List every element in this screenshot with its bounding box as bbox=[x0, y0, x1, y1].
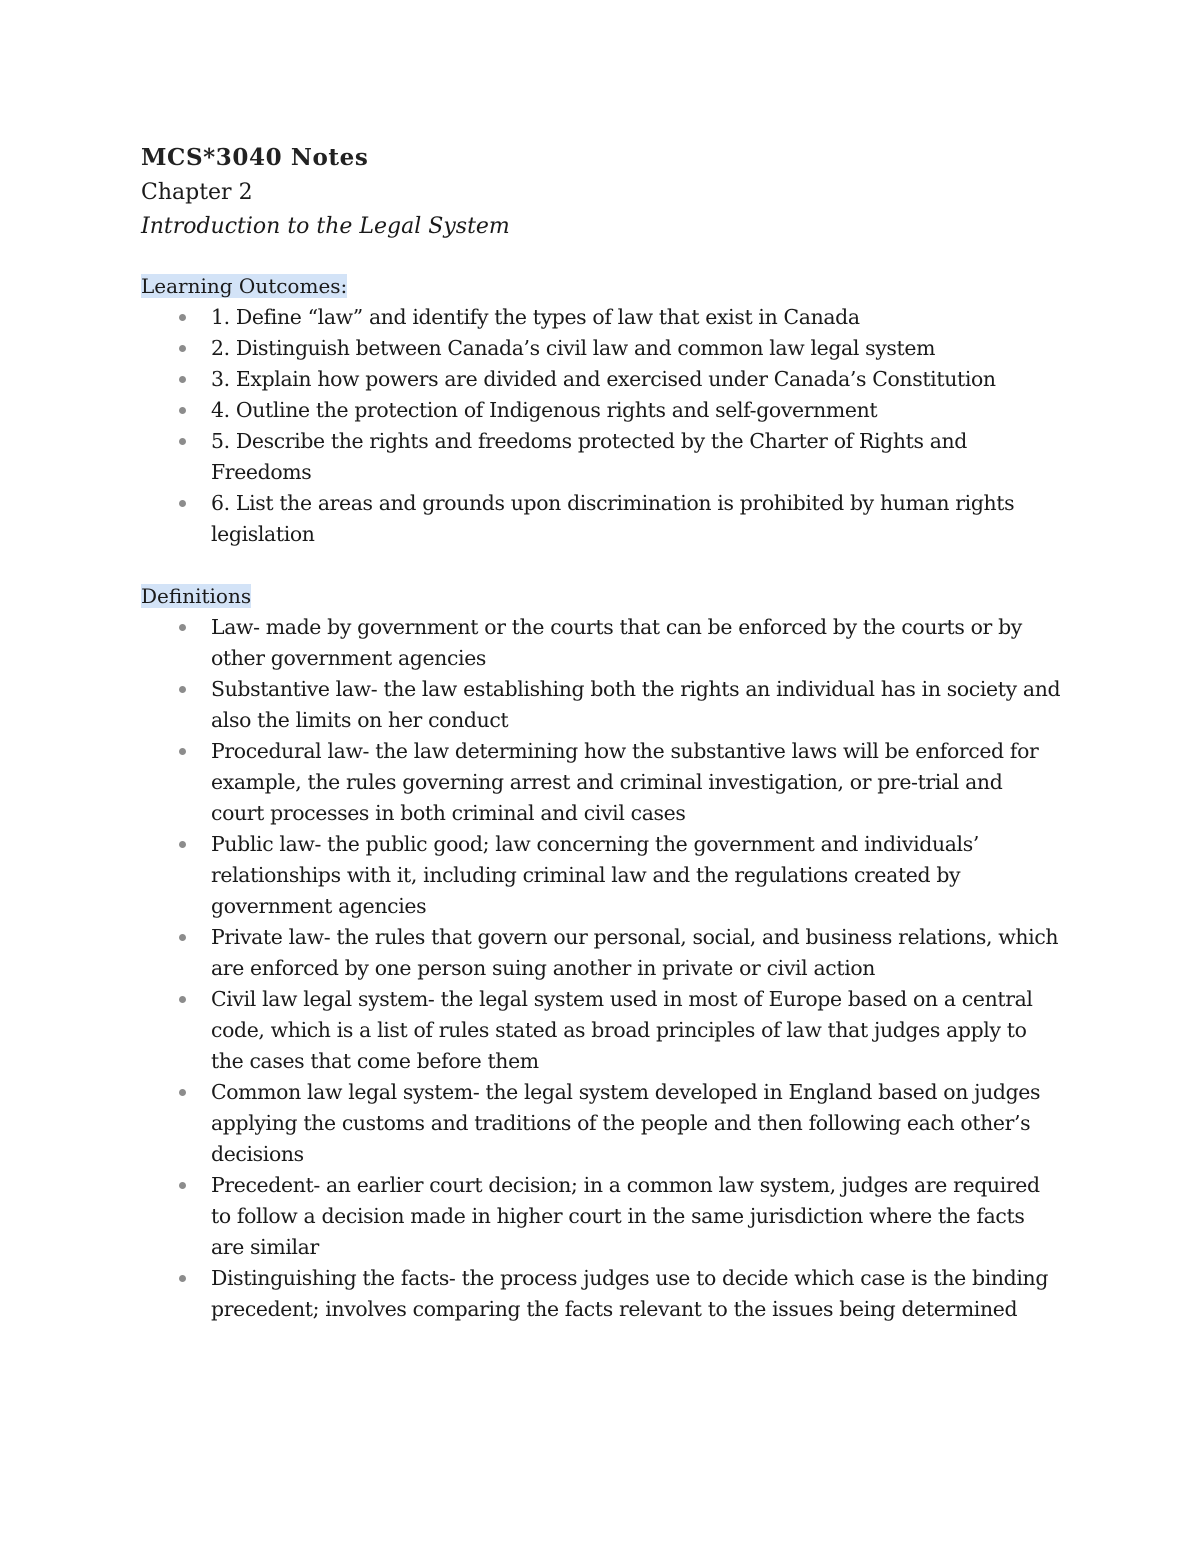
list-item-text: Law- made by government or the courts that can be enforced by the courts or by other government agencies bbox=[211, 615, 1022, 670]
list-item-text: Distinguishing the facts- the process judges use to decide which case is the binding precedent; involves comparing the facts relevant to the issues being determined bbox=[211, 1266, 1049, 1321]
list-item-text: Procedural law- the law determining how the substantive laws will be enforced for example, the rules governing arrest and criminal investigation, or pre-trial and court processes in both criminal and civil cases bbox=[211, 739, 1039, 825]
bullet-icon bbox=[179, 934, 186, 941]
list-item-text: Private law- the rules that govern our personal, social, and business relations, which are enforced by one person suing another in private or civil action bbox=[211, 925, 1059, 980]
bullet-icon bbox=[179, 500, 186, 507]
list-item bbox=[141, 1263, 1061, 1325]
list-item bbox=[141, 302, 1061, 333]
list-item bbox=[141, 426, 1061, 488]
list-item bbox=[141, 612, 1061, 674]
bullet-icon bbox=[179, 841, 186, 848]
list-item-text: Substantive law- the law establishing both the rights an individual has in society and also the limits on her conduct bbox=[211, 677, 1061, 732]
list-item-text: Civil law legal system- the legal system used in most of Europe based on a central code, which is a list of rules stated as broad principles of law that judges apply to the cases that come before them bbox=[211, 987, 1033, 1073]
bullet-icon bbox=[179, 1275, 186, 1282]
bullet-icon bbox=[179, 407, 186, 414]
bullet-icon bbox=[179, 686, 186, 693]
chapter-label: Chapter 2 bbox=[141, 180, 253, 205]
learning-outcomes-heading-text: Learning Outcomes: bbox=[141, 274, 348, 298]
list-item bbox=[141, 1170, 1061, 1263]
bullet-icon bbox=[179, 314, 186, 321]
list-item bbox=[141, 829, 1061, 922]
bullet-icon bbox=[179, 1089, 186, 1096]
list-item-text: 5. Describe the rights and freedoms protected by the Charter of Rights and Freedoms bbox=[211, 429, 967, 484]
bullet-icon bbox=[179, 376, 186, 383]
list-item-text: Precedent- an earlier court decision; in a common law system, judges are required to follow a decision made in higher court in the same jurisdiction where the facts are similar bbox=[211, 1173, 1040, 1259]
definitions-list bbox=[141, 612, 1061, 1325]
document-title: MCS*3040 Notes bbox=[141, 144, 369, 171]
list-item-text: 3. Explain how powers are divided and exercised under Canada’s Constitution bbox=[211, 367, 996, 391]
definitions-heading bbox=[141, 581, 1061, 612]
list-item bbox=[141, 488, 1061, 550]
chapter-subtitle: Introduction to the Legal System bbox=[141, 214, 510, 239]
definitions-heading-text: Definitions bbox=[141, 584, 252, 608]
list-item bbox=[141, 736, 1061, 829]
list-item bbox=[141, 922, 1061, 984]
bullet-icon bbox=[179, 748, 186, 755]
document-page bbox=[141, 140, 1061, 1325]
list-item bbox=[141, 333, 1061, 364]
bullet-icon bbox=[179, 996, 186, 1003]
spacer bbox=[141, 244, 1061, 271]
list-item-text: 1. Define “law” and identify the types of law that exist in Canada bbox=[211, 305, 860, 329]
bullet-icon bbox=[179, 624, 186, 631]
bullet-icon bbox=[179, 1182, 186, 1189]
list-item-text: 4. Outline the protection of Indigenous rights and self-government bbox=[211, 398, 878, 422]
list-item bbox=[141, 1077, 1061, 1170]
bullet-icon bbox=[179, 345, 186, 352]
list-item-text: 6. List the areas and grounds upon discrimination is prohibited by human rights legislation bbox=[211, 491, 1015, 546]
list-item bbox=[141, 674, 1061, 736]
list-item bbox=[141, 395, 1061, 426]
learning-outcomes-list bbox=[141, 302, 1061, 550]
list-item-text: 2. Distinguish between Canada’s civil law and common law legal system bbox=[211, 336, 936, 360]
learning-outcomes-heading bbox=[141, 271, 1061, 302]
list-item-text: Common law legal system- the legal system developed in England based on judges applying the customs and traditions of the people and then following each other’s decisions bbox=[211, 1080, 1041, 1166]
bullet-icon bbox=[179, 438, 186, 445]
spacer bbox=[141, 550, 1061, 581]
list-item-text: Public law- the public good; law concerning the government and individuals’ relationships with it, including criminal law and the regulations created by government agencies bbox=[211, 832, 979, 918]
list-item bbox=[141, 984, 1061, 1077]
list-item bbox=[141, 364, 1061, 395]
